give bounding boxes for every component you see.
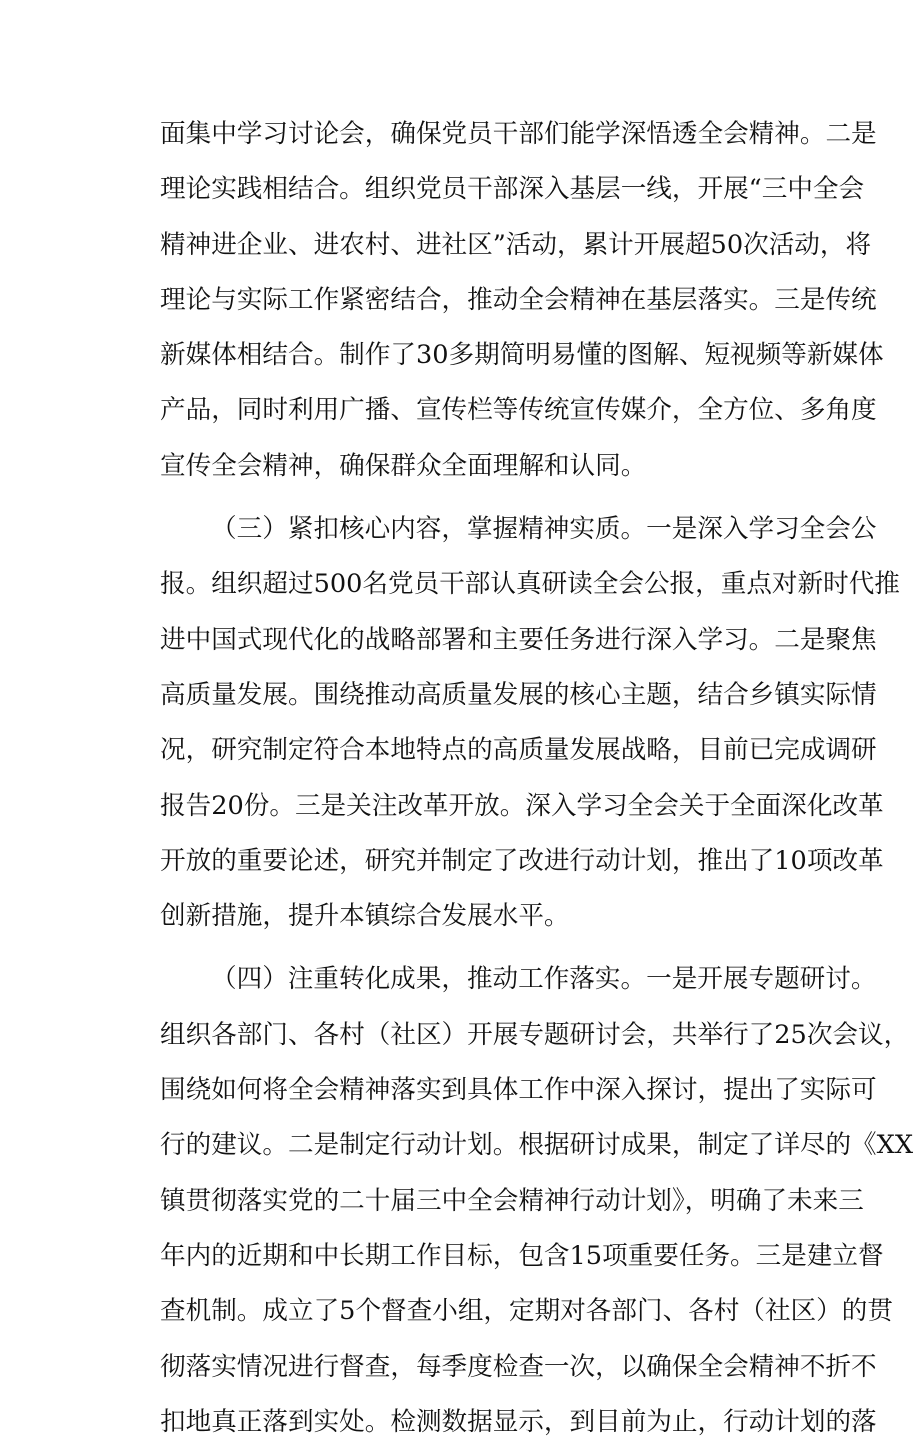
text-line: 精神进企业、进农村、进社区”活动，累计开展超50次活动，将 [160, 229, 872, 260]
paragraph-3 [160, 952, 914, 1450]
text-line: 新媒体相结合。制作了30多期简明易懂的图解、短视频等新媒体 [160, 340, 884, 371]
text-line: 围绕如何将全会精神落实到具体工作中深入探讨，提出了实际可 [160, 1075, 877, 1106]
text-line: 行的建议。二是制定行动计划。根据研讨成果，制定了详尽的《XX [160, 1130, 914, 1161]
paragraph-1 [160, 107, 884, 494]
text-line: （三）紧扣核心内容，掌握精神实质。一是深入学习全会公 [211, 514, 877, 545]
text-line: 彻落实情况进行督查，每季度检查一次，以确保全会精神不折不 [160, 1351, 877, 1382]
text-line: 组织各部门、各村（社区）开展专题研讨会，共举行了25次会议， [160, 1019, 910, 1050]
paragraph-gap [160, 944, 800, 952]
text-line: 扣地真正落到实处。检测数据显示，到目前为止，行动计划的落 [160, 1406, 877, 1437]
text-line: 查机制。成立了5个督查小组，定期对各部门、各村（社区）的贯 [160, 1296, 893, 1327]
paragraph-2 [160, 502, 900, 944]
text-line: 年内的近期和中长期工作目标，包含15项重要任务。三是建立督 [160, 1240, 884, 1271]
text-line: 报告20份。三是关注改革开放。深入学习全会关于全面深化改革 [160, 790, 884, 821]
text-line: 产品，同时利用广播、宣传栏等传统宣传媒介，全方位、多角度 [160, 395, 877, 426]
text-line: 高质量发展。围绕推动高质量发展的核心主题，结合乡镇实际情 [160, 679, 877, 710]
text-line: 理论与实际工作紧密结合，推动全会精神在基层落实。三是传统 [160, 284, 877, 315]
text-line: 镇贯彻落实党的二十届三中全会精神行动计划》，明确了未来三 [160, 1185, 864, 1216]
text-line: 创新措施，提升本镇综合发展水平。 [160, 901, 570, 932]
paragraph-gap [160, 494, 800, 502]
document-body [160, 107, 914, 1450]
text-line: 宣传全会精神，确保群众全面理解和认同。 [160, 450, 647, 481]
text-line: 面集中学习讨论会，确保党员干部们能学深悟透全会精神。二是 [160, 119, 877, 149]
text-line: （四）注重转化成果，推动工作落实。一是开展专题研讨。 [211, 964, 877, 995]
text-line: 况，研究制定符合本地特点的高质量发展战略，目前已完成调研 [160, 735, 877, 766]
text-line: 开放的重要论述，研究并制定了改进行动计划，推出了10项改革 [160, 845, 884, 876]
text-line: 理论实践相结合。组织党员干部深入基层一线，开展“三中全会 [160, 174, 865, 205]
text-line: 进中国式现代化的战略部署和主要任务进行深入学习。二是聚焦 [160, 624, 877, 655]
text-line: 报。组织超过500名党员干部认真研读全会公报，重点对新时代推 [160, 569, 900, 600]
